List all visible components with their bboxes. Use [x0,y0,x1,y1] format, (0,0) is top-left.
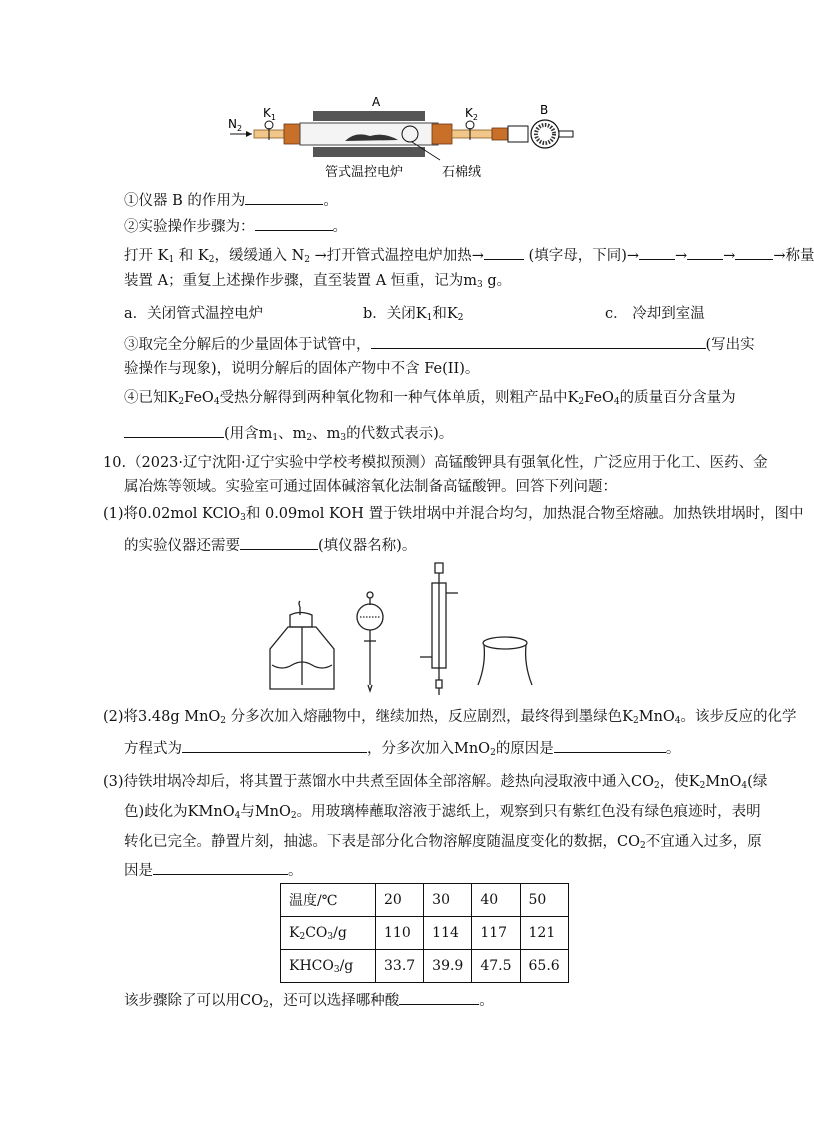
q10-part3-line4: 因是 。 [124,858,303,881]
table-cell: 50 [520,884,568,917]
table-cell: 47.5 [472,950,520,983]
table-row-label: $K_2CO_3/g$ [281,917,376,950]
solubility-table [280,883,569,983]
q10-final: 该步骤除了可以用$CO_2$，还可以选择哪种酸 。 [124,988,494,1011]
n2-label: $N_2$ [228,117,243,133]
furnace-bottom [313,147,425,157]
table-cell: 20 [376,884,424,917]
table-cell: 117 [472,917,520,950]
q10-part1: (1)将0.02mol KClO$_3$和 0.09mol KOH 置于铁坩埚中并混合均匀，加热混合物至熔融。加热铁坩埚时，图中 [103,506,804,523]
q9-part4: ④已知$K_2FeO_4$受热分解得到两种氧化物和一种气体单质，则粗产品中$K_2FeO_4$的质量百分含量为 [124,390,736,407]
option-b: b．关闭$K_1$和$K_2$ [363,306,464,323]
answer-blank[interactable] [484,243,524,260]
table-cell: 39.9 [424,950,472,983]
answer-blank[interactable] [371,332,706,349]
table-row [281,917,569,950]
alcohol-lamp-icon [270,601,334,689]
k1-label: $K_1$ [263,106,276,122]
tripod-icon [478,637,532,685]
answer-blank[interactable] [255,214,333,231]
lab-instruments-figure [260,555,540,700]
separatory-funnel-icon [357,592,383,691]
answer-blank[interactable] [399,988,479,1005]
answer-blank[interactable] [639,243,675,260]
option-c: c． 冷却到室温 [605,306,705,322]
answer-blank[interactable] [245,188,323,205]
furnace-caption: 管式温控电炉 [325,165,404,180]
answer-blank[interactable] [735,243,773,260]
table-cell: 40 [472,884,520,917]
answer-blank[interactable] [124,421,224,438]
q9-part3: ③取完全分解后的少量固体于试管中， (写出实 [124,332,755,355]
table-cell: 65.6 [520,950,568,983]
q10-part3: (3)待铁坩埚冷却后，将其置于蒸馏水中共煮至固体全部溶解。趁热向浸取液中通入$CO_2$，使$K_2MnO_4$(绿 [103,774,768,791]
q10-part1-cont: 的实验仪器还需要 (填仪器名称)。 [124,533,416,556]
table-cell: 30 [424,884,472,917]
table-cell: 33.7 [376,950,424,983]
q9-part1: ①仪器 B 的作用为 。 [124,188,338,211]
q10-part2-cont: 方程式为 ，分多次加入MnO$_2$的原因是 。 [124,736,680,759]
glass-tube [300,123,438,145]
q10-part3-line2: 色)歧化为KMnO$_4$与MnO$_2$。用玻璃棒蘸取溶液于滤纸上，观察到只有紫红色没有绿色痕迹时，表明 [124,804,761,821]
drying-tube-neck [508,126,528,142]
q10-part2: (2)将3.48g MnO$_2$ 分多次加入熔融物中，继续加热，反应剧烈，最终得到墨绿色$K_2MnO_4$。该步反应的化学 [103,709,797,726]
k2-label: $K_2$ [465,106,478,122]
table-header-row [281,884,569,917]
answer-blank[interactable] [240,533,318,550]
answer-blank[interactable] [182,736,367,753]
q9-part2-weigh: 装置 A；重复上述操作步骤，直至装置 A 恒重，记为$m_3$ g。 [124,273,512,290]
k1-valve [265,121,273,129]
q10-part3-line3: 转化已完全。静置片刻，抽滤。下表是部分化合物溶解度随温度变化的数据，$CO_2$不宜通入过多，原 [124,834,762,851]
table-cell: 114 [424,917,472,950]
condenser-icon [420,563,458,695]
k2-valve [466,121,474,129]
q9-part3-cont: 验操作与现象)，说明分解后的固体产物中不含 Fe(II)。 [124,361,480,377]
asbestos-caption: 石棉绒 [442,165,482,180]
q9-part4-cont: (用含$m_1$、$m_2$、$m_3$的代数式表示)。 [124,421,453,444]
answer-blank[interactable] [153,858,288,875]
table-cell: 110 [376,917,424,950]
q10-head: 10.（2023·辽宁沈阳·辽宁实验中学校考模拟预测）高锰酸钾具有强氧化性，广泛应用于化工、医药、金 [103,455,768,471]
furnace-top [313,111,425,121]
answer-blank[interactable] [554,736,666,753]
q10-head-cont: 属冶炼等领域。实验室可通过固体碱溶氧化法制备高锰酸钾。回答下列问题： [124,479,617,495]
option-a: a．关闭管式温控电炉 [124,306,264,322]
a-label: A [372,95,381,109]
q9-part2-steps: 打开 $K_1$ 和 $K_2$，缓缓通入 $N_2$ →打开管式温控电炉加热→ (填字母，下同)→ → → →称量 [124,243,814,266]
right-stopper [432,124,452,144]
table-header-label: 温度/℃ [281,884,376,917]
k2-tube [452,130,492,138]
q9-part2: ②实验操作步骤为： 。 [124,214,347,237]
apparatus-diagram [0,0,800,180]
table-row-label: $KHCO_3/g$ [281,950,376,983]
table-row [281,950,569,983]
answer-blank[interactable] [687,243,723,260]
table-cell: 121 [520,917,568,950]
b-label: B [540,103,549,117]
